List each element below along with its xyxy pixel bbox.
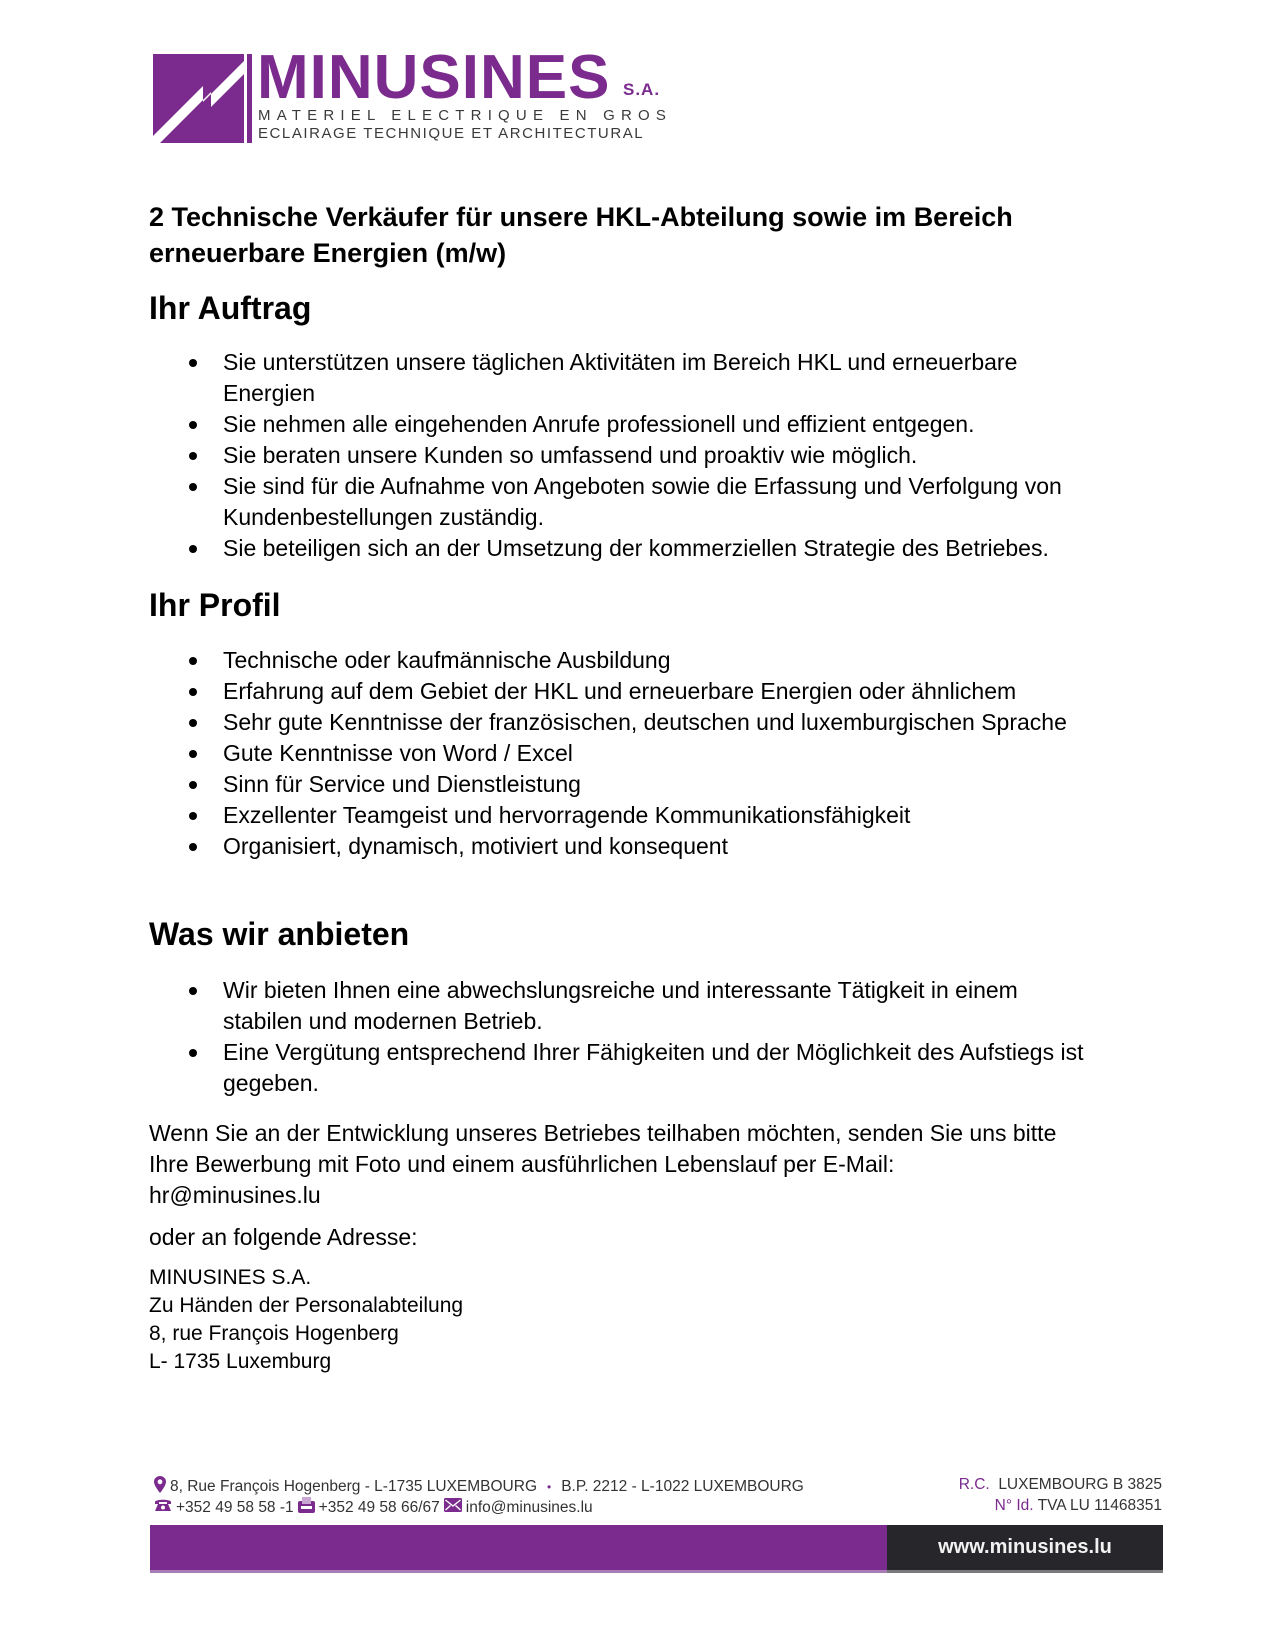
logo-tagline-2: ECLAIRAGE TECHNIQUE ET ARCHITECTURAL: [258, 125, 645, 142]
list-item: Exzellenter Teamgeist und hervorragende Kommunikationsfähigkeit: [149, 800, 1099, 831]
bullet-icon: [189, 719, 197, 727]
footer-purple-bar: [150, 1525, 887, 1570]
bullet-icon: [189, 688, 197, 696]
bullet-icon: [189, 452, 197, 460]
fax-icon: [298, 1497, 315, 1518]
map-pin-icon: [154, 1476, 166, 1498]
auftrag-list: [149, 347, 1099, 564]
alternative-address-text: oder an folgende Adresse:: [149, 1224, 418, 1250]
heading-profil: Ihr Profil: [149, 587, 281, 623]
list-item: Sie unterstützen unsere täglichen Aktivitäten im Bereich HKL und erneuerbare Energien: [149, 347, 1099, 409]
bullet-icon: [189, 545, 197, 553]
application-text: Wenn Sie an der Entwicklung unseres Betriebes teilhaben möchten, senden Sie uns bitte Ihre Bewerbung mit Foto und einem ausführlichen Lebenslauf per E-Mail: hr@minusines.lu: [149, 1120, 1057, 1208]
logo-name: MINUSINES: [257, 43, 611, 112]
footer-registration: R.C. LUXEMBOURG B 3825: [958, 1476, 1162, 1493]
list-item: Eine Vergütung entsprechend Ihrer Fähigkeiten und der Möglichkeit des Aufstiegs ist gegeben.: [149, 1037, 1099, 1099]
job-title: 2 Technische Verkäufer für unsere HKL-Abteilung sowie im Bereich erneuerbare Energien (m/w): [149, 202, 1013, 268]
bullet-icon: [189, 781, 197, 789]
bullet-icon: [189, 987, 197, 995]
footer-dark-bar-shadow: [887, 1570, 1163, 1573]
envelope-icon: [444, 1498, 462, 1517]
list-item: Sie beteiligen sich an der Umsetzung der kommerziellen Strategie des Betriebes.: [149, 533, 1099, 564]
logo-divider: [247, 54, 252, 143]
website-link[interactable]: www.minusines.lu: [938, 1536, 1112, 1558]
logo-suffix: S.A.: [623, 80, 661, 99]
list-item: Sehr gute Kenntnisse der französischen, deutschen und luxemburgischen Sprache: [149, 707, 1099, 738]
list-item: Erfahrung auf dem Gebiet der HKL und erneuerbare Energien oder ähnlichem: [149, 676, 1099, 707]
lightning-logo-icon: [153, 54, 244, 143]
footer-contact-line: +352 49 58 58 -1 +352 49 58 66/67 info@minusines.lu: [154, 1497, 593, 1518]
list-item: Wir bieten Ihnen eine abwechslungsreiche und interessante Tätigkeit in einem stabilen und modernen Betrieb.: [149, 975, 1099, 1037]
list-item: Gute Kenntnisse von Word / Excel: [149, 738, 1099, 769]
bullet-icon: [189, 1049, 197, 1057]
list-item: Sie beraten unsere Kunden so umfassend und proaktiv wie möglich.: [149, 440, 1099, 471]
list-item: Organisiert, dynamisch, motiviert und konsequent: [149, 831, 1099, 862]
angebot-list: [149, 975, 1099, 1099]
list-item: Sinn für Service und Dienstleistung: [149, 769, 1099, 800]
heading-auftrag: Ihr Auftrag: [149, 290, 312, 326]
bullet-icon: [189, 359, 197, 367]
logo-tagline-1: MATERIEL ELECTRIQUE EN GROS: [258, 107, 673, 124]
separator-dot-icon: •: [547, 1480, 552, 1494]
bullet-icon: [189, 657, 197, 665]
footer-address-line: 8, Rue François Hogenberg - L-1735 LUXEMBOURG • B.P. 2212 - L-1022 LUXEMBOURG: [154, 1476, 804, 1498]
telephone-icon: [154, 1498, 172, 1517]
bullet-icon: [189, 483, 197, 491]
bullet-icon: [189, 812, 197, 820]
footer-vat: N° Id. TVA LU 11468351: [994, 1497, 1162, 1514]
bullet-icon: [189, 843, 197, 851]
footer-purple-bar-shadow: [150, 1570, 887, 1573]
logo-mark: [153, 54, 244, 143]
list-item: Technische oder kaufmännische Ausbildung: [149, 645, 1099, 676]
bullet-icon: [189, 421, 197, 429]
bullet-icon: [189, 750, 197, 758]
list-item: Sie nehmen alle eingehenden Anrufe professionell und effizient entgegen.: [149, 409, 1099, 440]
heading-angebot: Was wir anbieten: [149, 916, 410, 952]
application-email-link[interactable]: hr@minusines.lu: [149, 1182, 321, 1208]
profil-list: [149, 645, 1099, 862]
footer-email-link[interactable]: info@minusines.lu: [465, 1498, 593, 1516]
postal-address: MINUSINES S.A. Zu Händen der Personalabteilung 8, rue François Hogenberg L- 1735 Luxemburg: [149, 1266, 464, 1373]
list-item: Sie sind für die Aufnahme von Angeboten sowie die Erfassung und Verfolgung von Kundenbestellungen zuständig.: [149, 471, 1099, 533]
